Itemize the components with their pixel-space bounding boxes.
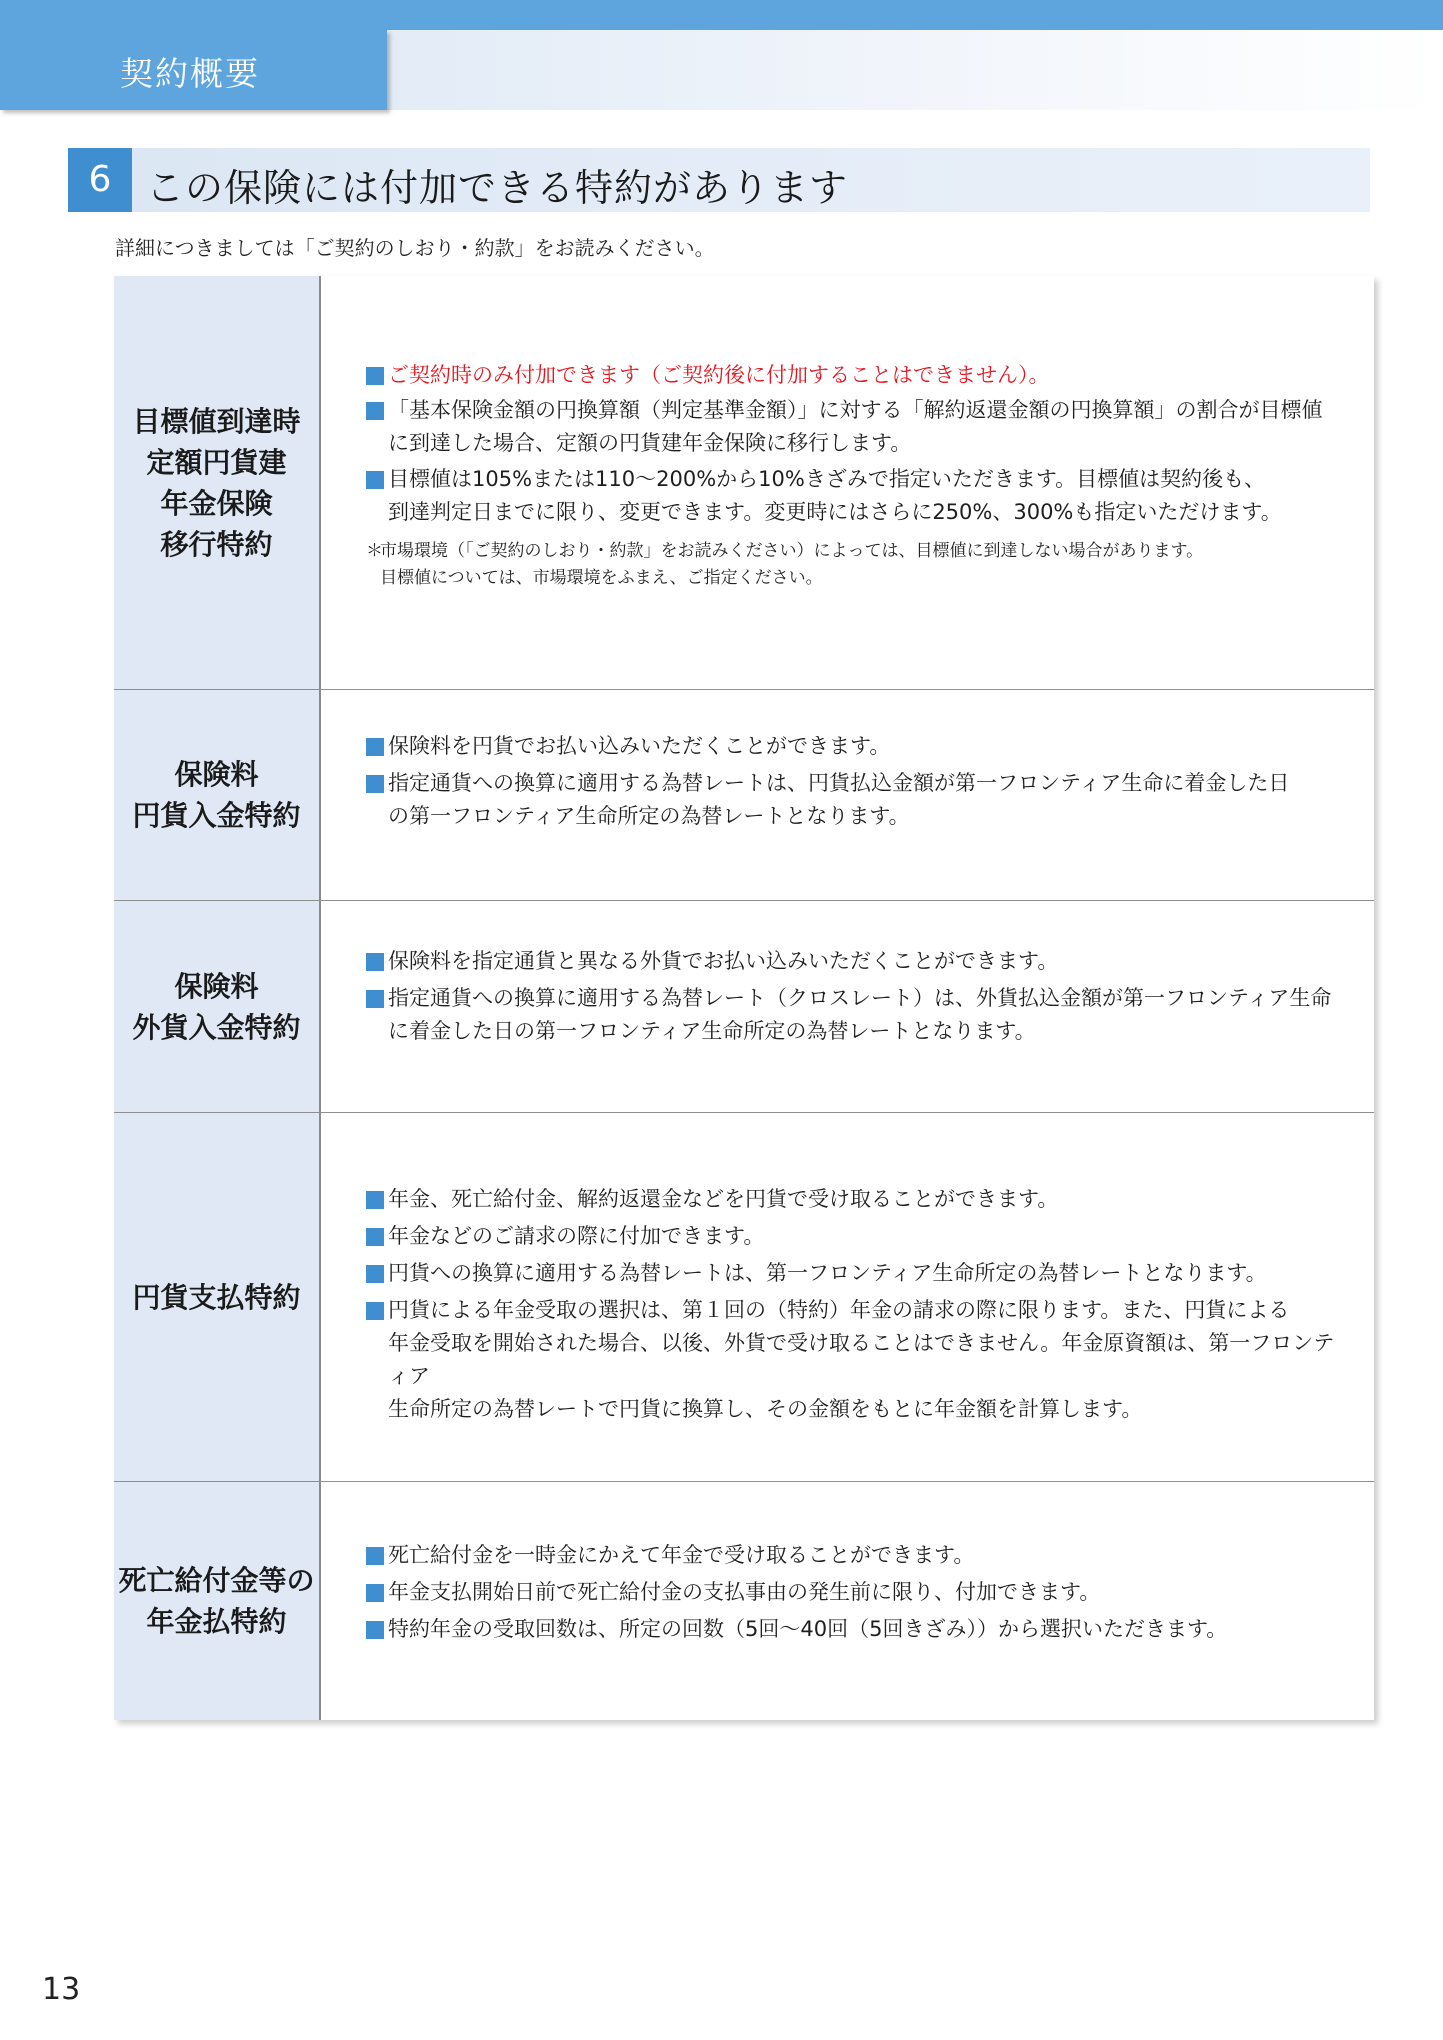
rider-name-line: 保険料 — [174, 969, 259, 1003]
bullet-square-icon — [366, 953, 384, 971]
rider-table — [114, 276, 1374, 1720]
header-label: 契約概要 — [120, 54, 260, 93]
bullet-square-icon — [366, 990, 384, 1008]
rider-name-line: 年金払特約 — [146, 1605, 287, 1638]
rider-name-line: 定額円貨建 — [146, 445, 287, 479]
asterisk-mark: ＊ — [366, 541, 383, 561]
bullet-item: 年金支払開始日前で死亡給付金の支払事由の発生前に限り、付加できます。 — [366, 1576, 1338, 1609]
bullet-square-icon — [366, 471, 384, 489]
rider-name — [114, 1113, 321, 1481]
section-heading — [68, 148, 1370, 212]
bullet-item: 年金などのご請求の際に付加できます。 — [366, 1220, 1338, 1253]
rider-description — [366, 1482, 1338, 1720]
bullet-square-icon — [366, 1621, 384, 1639]
table-row — [114, 276, 1374, 690]
rider-name — [114, 276, 321, 689]
section-title: この保険には付加できる特約があります — [146, 166, 849, 210]
rider-name-line: 外貨入金特約 — [132, 1010, 301, 1044]
rider-description — [366, 690, 1338, 900]
rider-name — [114, 690, 321, 900]
bullet-square-icon — [366, 1228, 384, 1246]
bullet-square-icon — [366, 1191, 384, 1209]
table-row — [114, 690, 1374, 901]
bullet-square-icon — [366, 1302, 384, 1320]
bullet-item: 円貨による年金受取の選択は、第１回の（特約）年金の請求の際に限ります。また、円貨による 年金受取を開始された場合、以後、外貨で受け取ることはできません。年金原資額は、第一フロンティア 生命所定の為替レートで円貨に換算し、その金額をもとに年金額を計算します。 — [366, 1294, 1338, 1426]
bullet-square-icon — [366, 775, 384, 793]
rider-description — [366, 276, 1338, 689]
bullet-item: ご契約時のみ付加できます（ご契約後に付加することはできません）。 — [366, 359, 1338, 392]
bullet-square-icon — [366, 1547, 384, 1565]
rider-name-line: 保険料 — [174, 758, 259, 791]
bullet-item: 保険料を指定通貨と異なる外貨でお払い込みいただくことができます。 — [366, 945, 1338, 978]
bullet-item: 「基本保険金額の円換算額（判定基準金額）」に対する「解約返還金額の円換算額」の割合が目標値 に到達した場合、定額の円貨建年金保険に移行します。 — [366, 394, 1338, 460]
bullet-item: 円貨への換算に適用する為替レートは、第一フロンティア生命所定の為替レートとなります。 — [366, 1257, 1338, 1290]
bullet-square-icon — [366, 367, 384, 385]
header-top-band — [0, 0, 1443, 30]
bullet-item: 保険料を円貨でお払い込みいただくことができます。 — [366, 730, 1338, 763]
rider-name-line: 円貨支払特約 — [132, 1280, 301, 1314]
rider-name-line: 死亡給付金等の — [118, 1564, 315, 1597]
bullet-item: 指定通貨への換算に適用する為替レート（クロスレート）は、外貨払込金額が第一フロンティア生命 に着金した日の第一フロンティア生命所定の為替レートとなります。 — [366, 982, 1338, 1048]
page-number: 13 — [42, 1972, 81, 2007]
bullet-square-icon — [366, 1584, 384, 1602]
bullet-square-icon — [366, 738, 384, 756]
rider-name-line: 移行特約 — [160, 527, 273, 561]
bullet-item: 年金、死亡給付金、解約返還金などを円貨で受け取ることができます。 — [366, 1183, 1338, 1216]
bullet-item: 死亡給付金を一時金にかえて年金で受け取ることができます。 — [366, 1539, 1338, 1572]
bullet-item: 目標値は105%または110～200%から10%きざみで指定いただきます。目標値は契約後も、 到達判定日までに限り、変更できます。変更時にはさらに250%、300%も指定いただけます。 — [366, 463, 1338, 529]
footnote: ＊ 市場環境（「ご契約のしおり・約款」をお読みください）によっては、目標値に到達しない場合があります。 目標値については、市場環境をふまえ、ご指定ください。 — [366, 538, 1338, 592]
rider-name-line: 年金保険 — [160, 486, 273, 520]
bullet-item: 指定通貨への換算に適用する為替レートは、円貨払込金額が第一フロンティア生命に着金した日 の第一フロンティア生命所定の為替レートとなります。 — [366, 767, 1338, 833]
bullet-square-icon — [366, 402, 384, 420]
rider-name-line: 円貨入金特約 — [132, 799, 301, 832]
rider-name — [114, 1482, 321, 1720]
rider-description — [366, 1113, 1338, 1481]
rider-name-line: 目標値到達時 — [132, 404, 301, 438]
rider-name — [114, 901, 321, 1112]
header-tab — [0, 30, 387, 110]
bullet-square-icon — [366, 1265, 384, 1283]
section-intro: 詳細につきましては「ご契約のしおり・約款」をお読みください。 — [115, 236, 715, 260]
bullet-item: 特約年金の受取回数は、所定の回数（5回～40回（5回きざみ））から選択いただきます。 — [366, 1613, 1338, 1646]
table-row — [114, 1113, 1374, 1482]
table-row — [114, 1482, 1374, 1720]
rider-description — [366, 901, 1338, 1112]
table-row — [114, 901, 1374, 1113]
section-number: 6 — [68, 148, 132, 212]
